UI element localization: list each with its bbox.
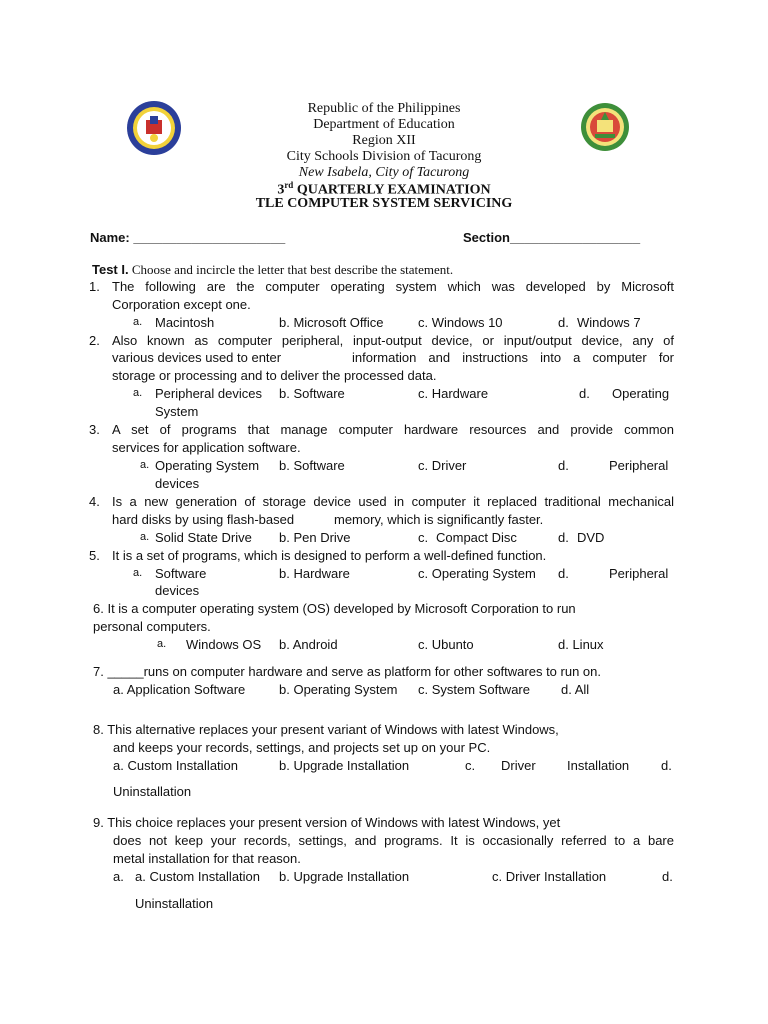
q7-option-c: c. System Software: [418, 682, 530, 697]
q2-text-line2a: various devices used to enter: [112, 350, 282, 365]
q8-text-line1: 8. This alternative replaces your present variant of Windows with latest Windows,: [93, 722, 559, 737]
q9-option-a: a. Custom Installation: [135, 869, 261, 884]
q9-option-d-letter: d.: [662, 869, 673, 884]
header-location: New Isabela, City of Tacurong: [298, 165, 470, 180]
q2-option-b: b. Software: [279, 386, 345, 401]
q8-option-d-letter: d.: [661, 758, 672, 773]
q2-option-c: c. Hardware: [418, 386, 489, 401]
q2-option-a-letter: a.: [133, 387, 143, 399]
q9-text-line3: metal installation for that reason.: [113, 851, 301, 866]
q3-text-line1: A set of programs that manage computer hardware resources and provide common: [112, 422, 674, 437]
q5-option-c: c. Operating System: [418, 566, 536, 581]
q1-option-a: Macintosh: [155, 315, 215, 330]
q4-option-a: Solid State Drive: [155, 530, 252, 545]
q1-option-b: b. Microsoft Office: [279, 315, 384, 330]
q7-option-d: d. All: [561, 682, 590, 697]
q4-option-d-letter: d.: [558, 530, 569, 545]
q2-number: 2.: [89, 333, 100, 348]
exam-number: 3: [277, 182, 285, 198]
q3-option-a: Operating System: [155, 458, 260, 473]
q5-option-d-cont: devices: [155, 583, 200, 598]
q2-option-d-letter: d.: [579, 386, 590, 401]
q3-option-b: b. Software: [279, 458, 345, 473]
q5-text-line1: It is a set of programs, which is designed to perform a well-defined function.: [112, 548, 547, 563]
exam-number-suffix: rd: [284, 180, 294, 190]
q1-option-c: c. Windows 10: [418, 315, 503, 330]
q4-option-d: DVD: [577, 530, 605, 545]
q8-option-a: a. Custom Installation: [113, 758, 239, 773]
q1-text-line2: Corporation except one.: [112, 297, 251, 312]
q7-option-a: a. Application Software: [113, 682, 246, 697]
q4-option-a-letter: a.: [140, 531, 150, 543]
q6-option-c: c. Ubunto: [418, 637, 474, 652]
q2-text-line1: Also known as computer peripheral, input-output device, or input/output device, any of: [112, 333, 674, 348]
q3-option-d-letter: d.: [558, 458, 569, 473]
q5-option-b: b. Hardware: [279, 566, 350, 581]
subject-title: TLE COMPUTER SYSTEM SERVICING: [255, 196, 513, 211]
header-republic: Republic of the Philippines: [307, 101, 461, 116]
q6-option-b: b. Android: [279, 637, 338, 652]
q3-option-a-letter: a.: [140, 459, 150, 471]
q1-option-a-letter: a.: [133, 316, 143, 328]
q7-text-line1: 7. _____runs on computer hardware and serve as platform for other softwares to run on.: [93, 664, 601, 679]
q6-option-a: Windows OS: [186, 637, 262, 652]
q4-text-line2b: memory, which is significantly faster.: [334, 512, 544, 527]
q8-option-c-word2: Installation: [567, 758, 630, 773]
q9-option-c: c. Driver Installation: [492, 869, 607, 884]
q5-option-d-letter: d.: [558, 566, 569, 581]
q4-option-c: Compact Disc: [436, 530, 517, 545]
header-division: City Schools Division of Tacurong: [286, 149, 482, 164]
header-region: Region XII: [352, 133, 416, 148]
q3-text-line2: services for application software.: [112, 440, 301, 455]
q6-option-d: d. Linux: [558, 637, 604, 652]
q2-option-d-cont: System: [155, 404, 199, 419]
q1-number: 1.: [89, 279, 100, 294]
q9-option-d: Uninstallation: [135, 896, 214, 911]
q1-text-line1: The following are the computer operating system which was developed by Microsoft: [112, 279, 674, 294]
q4-text-line2a: hard disks by using flash-based: [112, 512, 295, 527]
test-instruction-text: Choose and incircle the letter that best describe the statement.: [128, 262, 454, 277]
q3-option-d-cont: devices: [155, 476, 200, 491]
name-field-label: Name: _____________________: [90, 230, 286, 245]
q5-option-a: Software: [155, 566, 207, 581]
q2-option-a: Peripheral devices: [155, 386, 262, 401]
q8-option-c-letter: c.: [465, 758, 476, 773]
section-field-label: Section__________________: [463, 230, 641, 245]
q8-option-d: Uninstallation: [113, 784, 192, 799]
q9-option-a-letter: a.: [113, 869, 124, 884]
q1-option-d-letter: d.: [558, 315, 569, 330]
test-instruction: [92, 262, 453, 278]
q2-text-line3: storage or processing and to deliver the processed data.: [112, 368, 437, 383]
q7-option-b: b. Operating System: [279, 682, 398, 697]
q8-option-b: b. Upgrade Installation: [279, 758, 410, 773]
q8-text-line2: and keeps your records, settings, and projects set up on your PC.: [113, 740, 491, 755]
q9-option-b: b. Upgrade Installation: [279, 869, 410, 884]
exam-title-rest: QUARTERLY EXAMINATION: [293, 182, 491, 198]
q4-number: 4.: [89, 494, 100, 509]
q3-option-d: Peripheral: [609, 458, 669, 473]
q5-number: 5.: [89, 548, 100, 563]
q3-number: 3.: [89, 422, 100, 437]
q1-option-d: Windows 7: [577, 315, 641, 330]
q4-option-c-letter: c.: [418, 530, 429, 545]
q2-text-line2b: information and instructions into a computer for: [352, 350, 674, 365]
q6-text-line2: personal computers.: [93, 619, 211, 634]
q2-option-d: Operating: [612, 386, 670, 401]
q9-text-line2: does not keep your records, settings, and programs. It is occasionally referred to a bare: [113, 833, 674, 848]
q6-option-a-letter: a.: [157, 638, 167, 650]
q4-option-b: b. Pen Drive: [279, 530, 351, 545]
q4-text-line1: Is a new generation of storage device used in computer it replaced traditional mechanical: [112, 494, 674, 509]
header-department: Department of Education: [313, 117, 455, 132]
q8-option-c-word1: Driver: [501, 758, 536, 773]
test-label: Test I.: [92, 262, 129, 277]
q9-text-line1: 9. This choice replaces your present version of Windows with latest Windows, yet: [93, 815, 561, 830]
q5-option-d: Peripheral: [609, 566, 669, 581]
q5-option-a-letter: a.: [133, 567, 143, 579]
q3-option-c: c. Driver: [418, 458, 467, 473]
q6-text-line1: 6. It is a computer operating system (OS) developed by Microsoft Corporation to run: [93, 601, 576, 616]
